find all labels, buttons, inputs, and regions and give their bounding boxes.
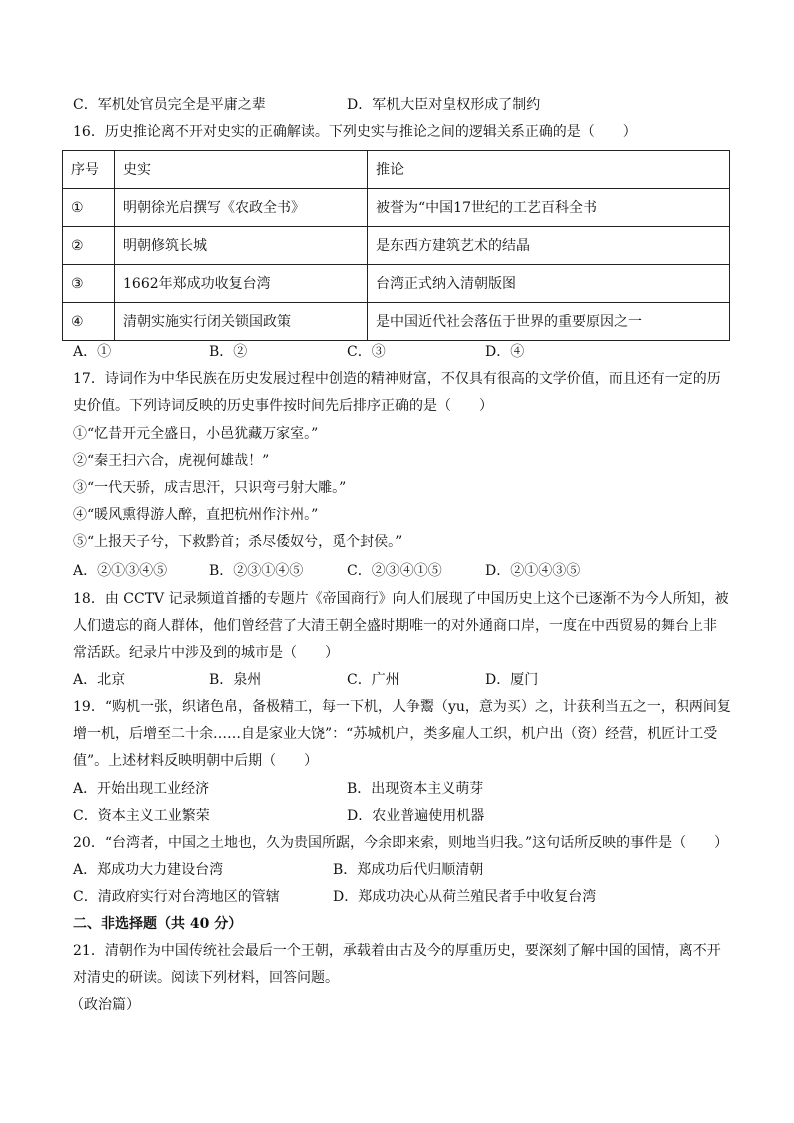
table-header-cell: 推论 xyxy=(368,151,730,189)
q17-poem-2: ②“秦王扫六合，虎视何雄哉！” xyxy=(73,453,270,469)
q18-option-d: D．厦门 xyxy=(485,672,539,688)
table-cell: 清朝实施实行闭关锁国政策 xyxy=(115,303,368,341)
q20-option-d: D．郑成功决心从荷兰殖民者手中收复台湾 xyxy=(333,889,597,905)
q17-option-c: C．②③④①⑤ xyxy=(347,563,442,579)
q17-option-b: B．②③①④⑤ xyxy=(209,563,304,579)
q16-stem: 16．历史推论离不开对史实的正确解读。下列史实与推论之间的逻辑关系正确的是（ ） xyxy=(73,124,637,140)
table-cell: ④ xyxy=(63,303,115,341)
q17-option-d: D．②①④③⑤ xyxy=(485,563,581,579)
q19-option-b: B．出现资本主义萌芽 xyxy=(347,781,484,797)
table-cell: 被誉为“中国17世纪的工艺百科全书 xyxy=(368,189,730,227)
q18-option-b: B．泉州 xyxy=(209,672,262,688)
table-row xyxy=(63,189,730,227)
q20-option-b: B．郑成功后代归顺清朝 xyxy=(333,862,484,878)
q18-option-c: C．广州 xyxy=(347,672,400,688)
q16-table xyxy=(62,150,730,341)
table-cell: ③ xyxy=(63,265,115,303)
q17-poem-3: ③“一代天骄，成吉思汗，只识弯弓射大雕。” xyxy=(73,480,347,496)
section-heading: 二、非选择题（共 40 分） xyxy=(73,916,243,932)
table-cell: 台湾正式纳入清朝版图 xyxy=(368,265,730,303)
table-cell: 明朝徐光启撰写《农政全书》 xyxy=(115,189,368,227)
q15-option-d: D．军机大臣对皇权形成了制约 xyxy=(347,97,541,113)
q21-subheading: （政治篇） xyxy=(70,997,140,1013)
q19-option-a: A．开始出现工业经济 xyxy=(73,781,210,797)
q20-option-c: C．清政府实行对台湾地区的管辖 xyxy=(73,889,280,905)
table-cell: 明朝修筑长城 xyxy=(115,227,368,265)
table-header-cell: 序号 xyxy=(63,151,115,189)
q21-stem-line2: 对清史的研读。阅读下列材料，回答问题。 xyxy=(73,970,339,986)
q19-stem-line3: 值”。上述材料反映明朝中后期（ ） xyxy=(73,753,319,769)
q17-stem-line1: 17．诗词作为中华民族在历史发展过程中创造的精神财富，不仅具有很高的文学价值，而且还有一定的历 xyxy=(73,371,721,387)
q20-stem: 20．“台湾者，中国之土地也，久为贵国所踞，今余即来索，则地当归我。”这句话所反映的事件是（ ） xyxy=(73,835,729,851)
q21-stem-line1: 21．清朝作为中国传统社会最后一个王朝，承载着由古及今的厚重历史，要深刻了解中国的国情，离不开 xyxy=(73,943,721,959)
q16-option-b: B．② xyxy=(209,344,248,360)
table-cell: ① xyxy=(63,189,115,227)
q17-stem-line2: 史价值。下列诗词反映的历史事件按时间先后排序正确的是（ ） xyxy=(73,398,493,414)
q16-option-a: A．① xyxy=(73,344,112,360)
q18-option-a: A．北京 xyxy=(73,672,126,688)
table-cell: ② xyxy=(63,227,115,265)
q16-option-c: C．③ xyxy=(347,344,386,360)
q20-option-a: A．郑成功大力建设台湾 xyxy=(73,862,224,878)
q18-stem-line2: 人们遗忘的商人群体，他们曾经营了大清王朝全盛时期唯一的对外通商口岸，一度在中西贸易的舞台上非 xyxy=(73,618,717,634)
table-cell: 是中国近代社会落伍于世界的重要原因之一 xyxy=(368,303,730,341)
q18-stem-line3: 常活跃。纪录片中涉及到的城市是（ ） xyxy=(73,645,339,661)
table-header-cell: 史实 xyxy=(115,151,368,189)
q17-poem-5: ⑤“上报天子兮，下救黔首；杀尽倭奴兮，觅个封侯。” xyxy=(73,534,403,550)
q17-option-a: A．②①③④⑤ xyxy=(73,563,168,579)
table-cell: 是东西方建筑艺术的结晶 xyxy=(368,227,730,265)
q19-stem-line2: 增一机，后增至二十余……自是家业大饶”：“苏城机户，类多雇人工织，机户出（资）经营，机匠计工受 xyxy=(73,726,718,742)
table-row xyxy=(63,303,730,341)
table-header-row xyxy=(63,151,730,189)
q19-stem-line1: 19．“购机一张，织诸色帛，备极精工，每一下机，人争鬻（yu，意为买）之，计获利当五之一，积两间复 xyxy=(73,699,731,715)
q17-poem-4: ④“暖风熏得游人醉，直把杭州作汴州。” xyxy=(73,507,319,523)
table-cell: 1662年郑成功收复台湾 xyxy=(115,265,368,303)
table-row xyxy=(63,265,730,303)
q18-stem-line1: 18．由 CCTV 记录频道首播的专题片《帝国商行》向人们展现了中国历史上这个已逐渐不为今人所知，被 xyxy=(73,591,729,607)
table-row xyxy=(63,227,730,265)
q16-option-d: D．④ xyxy=(485,344,525,360)
q17-poem-1: ①“忆昔开元全盛日，小邑犹藏万家室。” xyxy=(73,426,319,442)
q15-option-c: C．军机处官员完全是平庸之辈 xyxy=(73,97,266,113)
q19-option-c: C．资本主义工业繁荣 xyxy=(73,808,210,824)
q19-option-d: D．农业普遍使用机器 xyxy=(347,808,485,824)
